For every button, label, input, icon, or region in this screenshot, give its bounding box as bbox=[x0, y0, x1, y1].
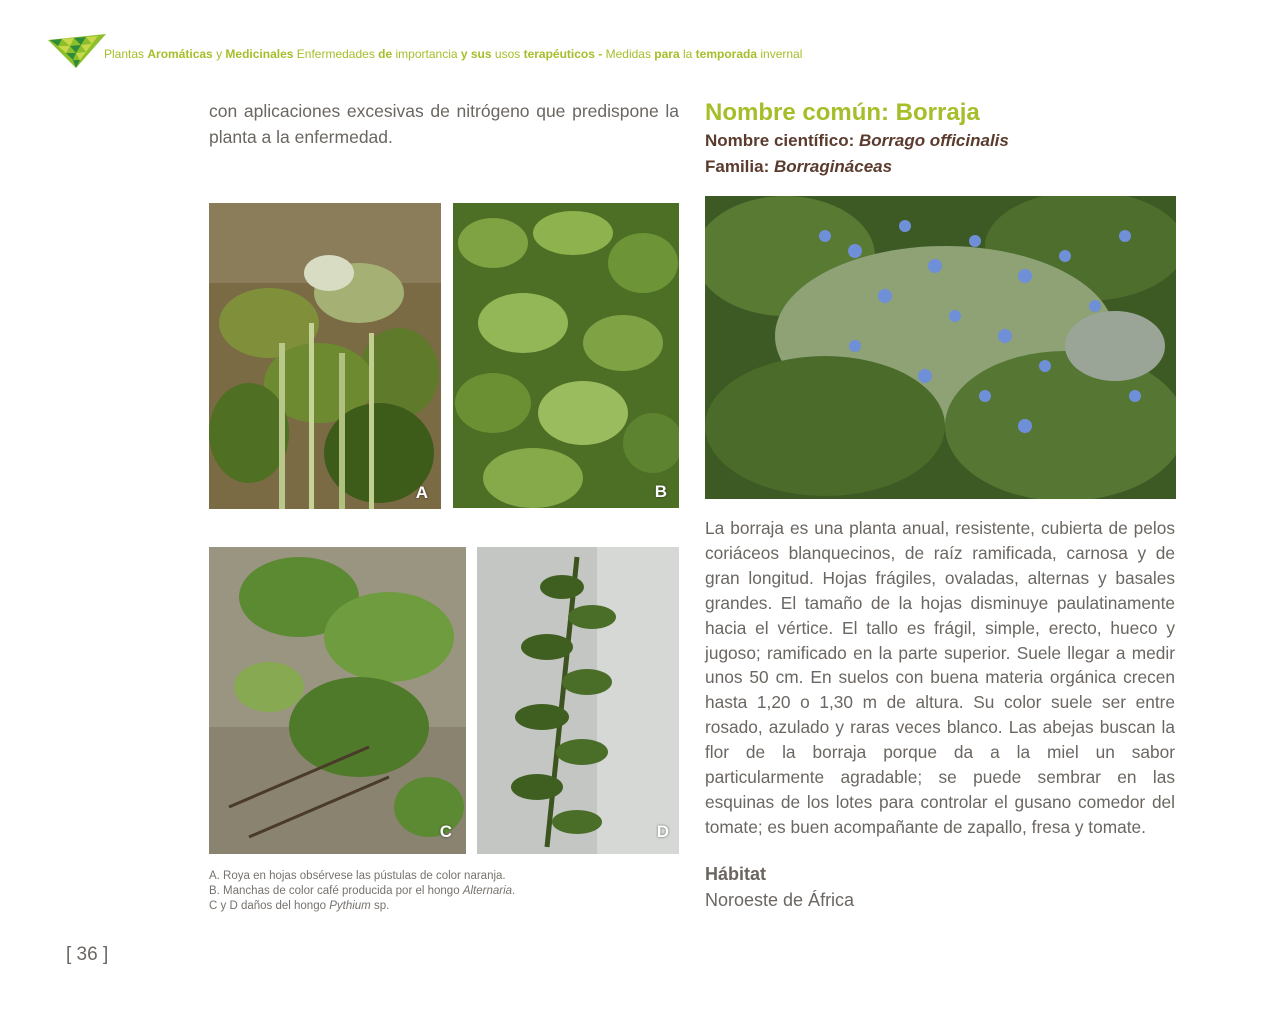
caption-line-3: C y D daños del hongo Pythium sp. bbox=[209, 900, 390, 912]
plant-heading-block bbox=[705, 98, 1175, 180]
borage-flowers-photo-icon bbox=[705, 196, 1176, 499]
photo-a bbox=[209, 203, 441, 509]
header-title-part: y sus bbox=[460, 47, 492, 61]
header-title-part: invernal bbox=[757, 47, 803, 61]
header-title-part: Enfermedades bbox=[293, 47, 379, 61]
ground-plant-photo-icon bbox=[209, 547, 466, 854]
photo-label-b: B bbox=[654, 482, 667, 501]
family-name: Familia: Borragináceas bbox=[705, 157, 893, 176]
header-title-part: Plantas bbox=[104, 47, 148, 61]
common-name-heading: Nombre común: Borraja bbox=[705, 99, 980, 126]
page-number: [ 36 ] bbox=[66, 944, 109, 965]
intro-paragraph: con aplicaciones excesivas de nitrógeno que predispone la planta a la enfermedad. bbox=[209, 101, 679, 147]
header-title bbox=[104, 47, 802, 61]
caption-line-2: B. Manchas de color café producida por el hongo Alternaria. bbox=[209, 885, 516, 897]
scientific-name: Nombre científico: Borrago officinalis bbox=[705, 131, 1009, 150]
header-title-part: Medidas bbox=[602, 47, 655, 61]
header-title-part: Aromáticas bbox=[147, 47, 213, 61]
header-title-part: para bbox=[654, 47, 680, 61]
caption-line-1: A. Roya en hojas obsérvese las pústulas de color naranja. bbox=[209, 870, 506, 882]
header-title-part: terapéuticos - bbox=[523, 47, 603, 61]
photo-label-c: C bbox=[439, 822, 452, 841]
photo-c bbox=[209, 547, 466, 854]
photo-b bbox=[453, 203, 679, 508]
header-title-part: usos bbox=[491, 47, 524, 61]
logo-icon bbox=[48, 30, 106, 68]
header-title-part: importancia bbox=[392, 47, 461, 61]
photo-d bbox=[477, 547, 679, 854]
header-title-part: y bbox=[212, 47, 226, 61]
borraja-photo bbox=[705, 196, 1176, 499]
habitat-text: Noroeste de África bbox=[705, 890, 855, 910]
stem-sample-photo-icon bbox=[477, 547, 679, 854]
photo-label-d: D bbox=[656, 822, 669, 841]
header-title-part: de bbox=[378, 47, 393, 61]
header-title-part: temporada bbox=[695, 47, 758, 61]
habitat-heading: Hábitat bbox=[705, 864, 767, 884]
diseased-plant-photo-icon bbox=[209, 203, 441, 509]
header-title-part: Medicinales bbox=[225, 47, 294, 61]
plant-description: La borraja es una planta anual, resistente, cubierta de pelos coriáceos blanquecinos, de raíz ramificada, carnosa y de gran longitud. Hojas frágiles, ovaladas, alternas y basales grandes. El tamaño de la hojas disminuye paulatinamente hacia el vértice. El tallo es frágil, simple, erecto, hueco y jugoso; ramificado en la parte superior. Suele llegar a medir unos 50 cm. En suelos con buena materia orgánica crecen hasta 1,20 o 1,30 m de altura. Su color suele ser entre rosado, azulado y raras veces blanco. Las abejas buscan la flor de la borraja porque da a la miel un sabor particularmente agradable; se puede sembrar en las esquinas de los lotes para controlar el gusano comedor del tomate; es buen acompañante de zapallo, fresa y tomate. bbox=[705, 518, 1175, 837]
photo-caption bbox=[209, 869, 679, 914]
photo-label-a: A bbox=[415, 483, 428, 502]
header-title-part: la bbox=[679, 47, 696, 61]
leafy-plant-photo-icon bbox=[453, 203, 679, 508]
page-header bbox=[48, 30, 948, 70]
